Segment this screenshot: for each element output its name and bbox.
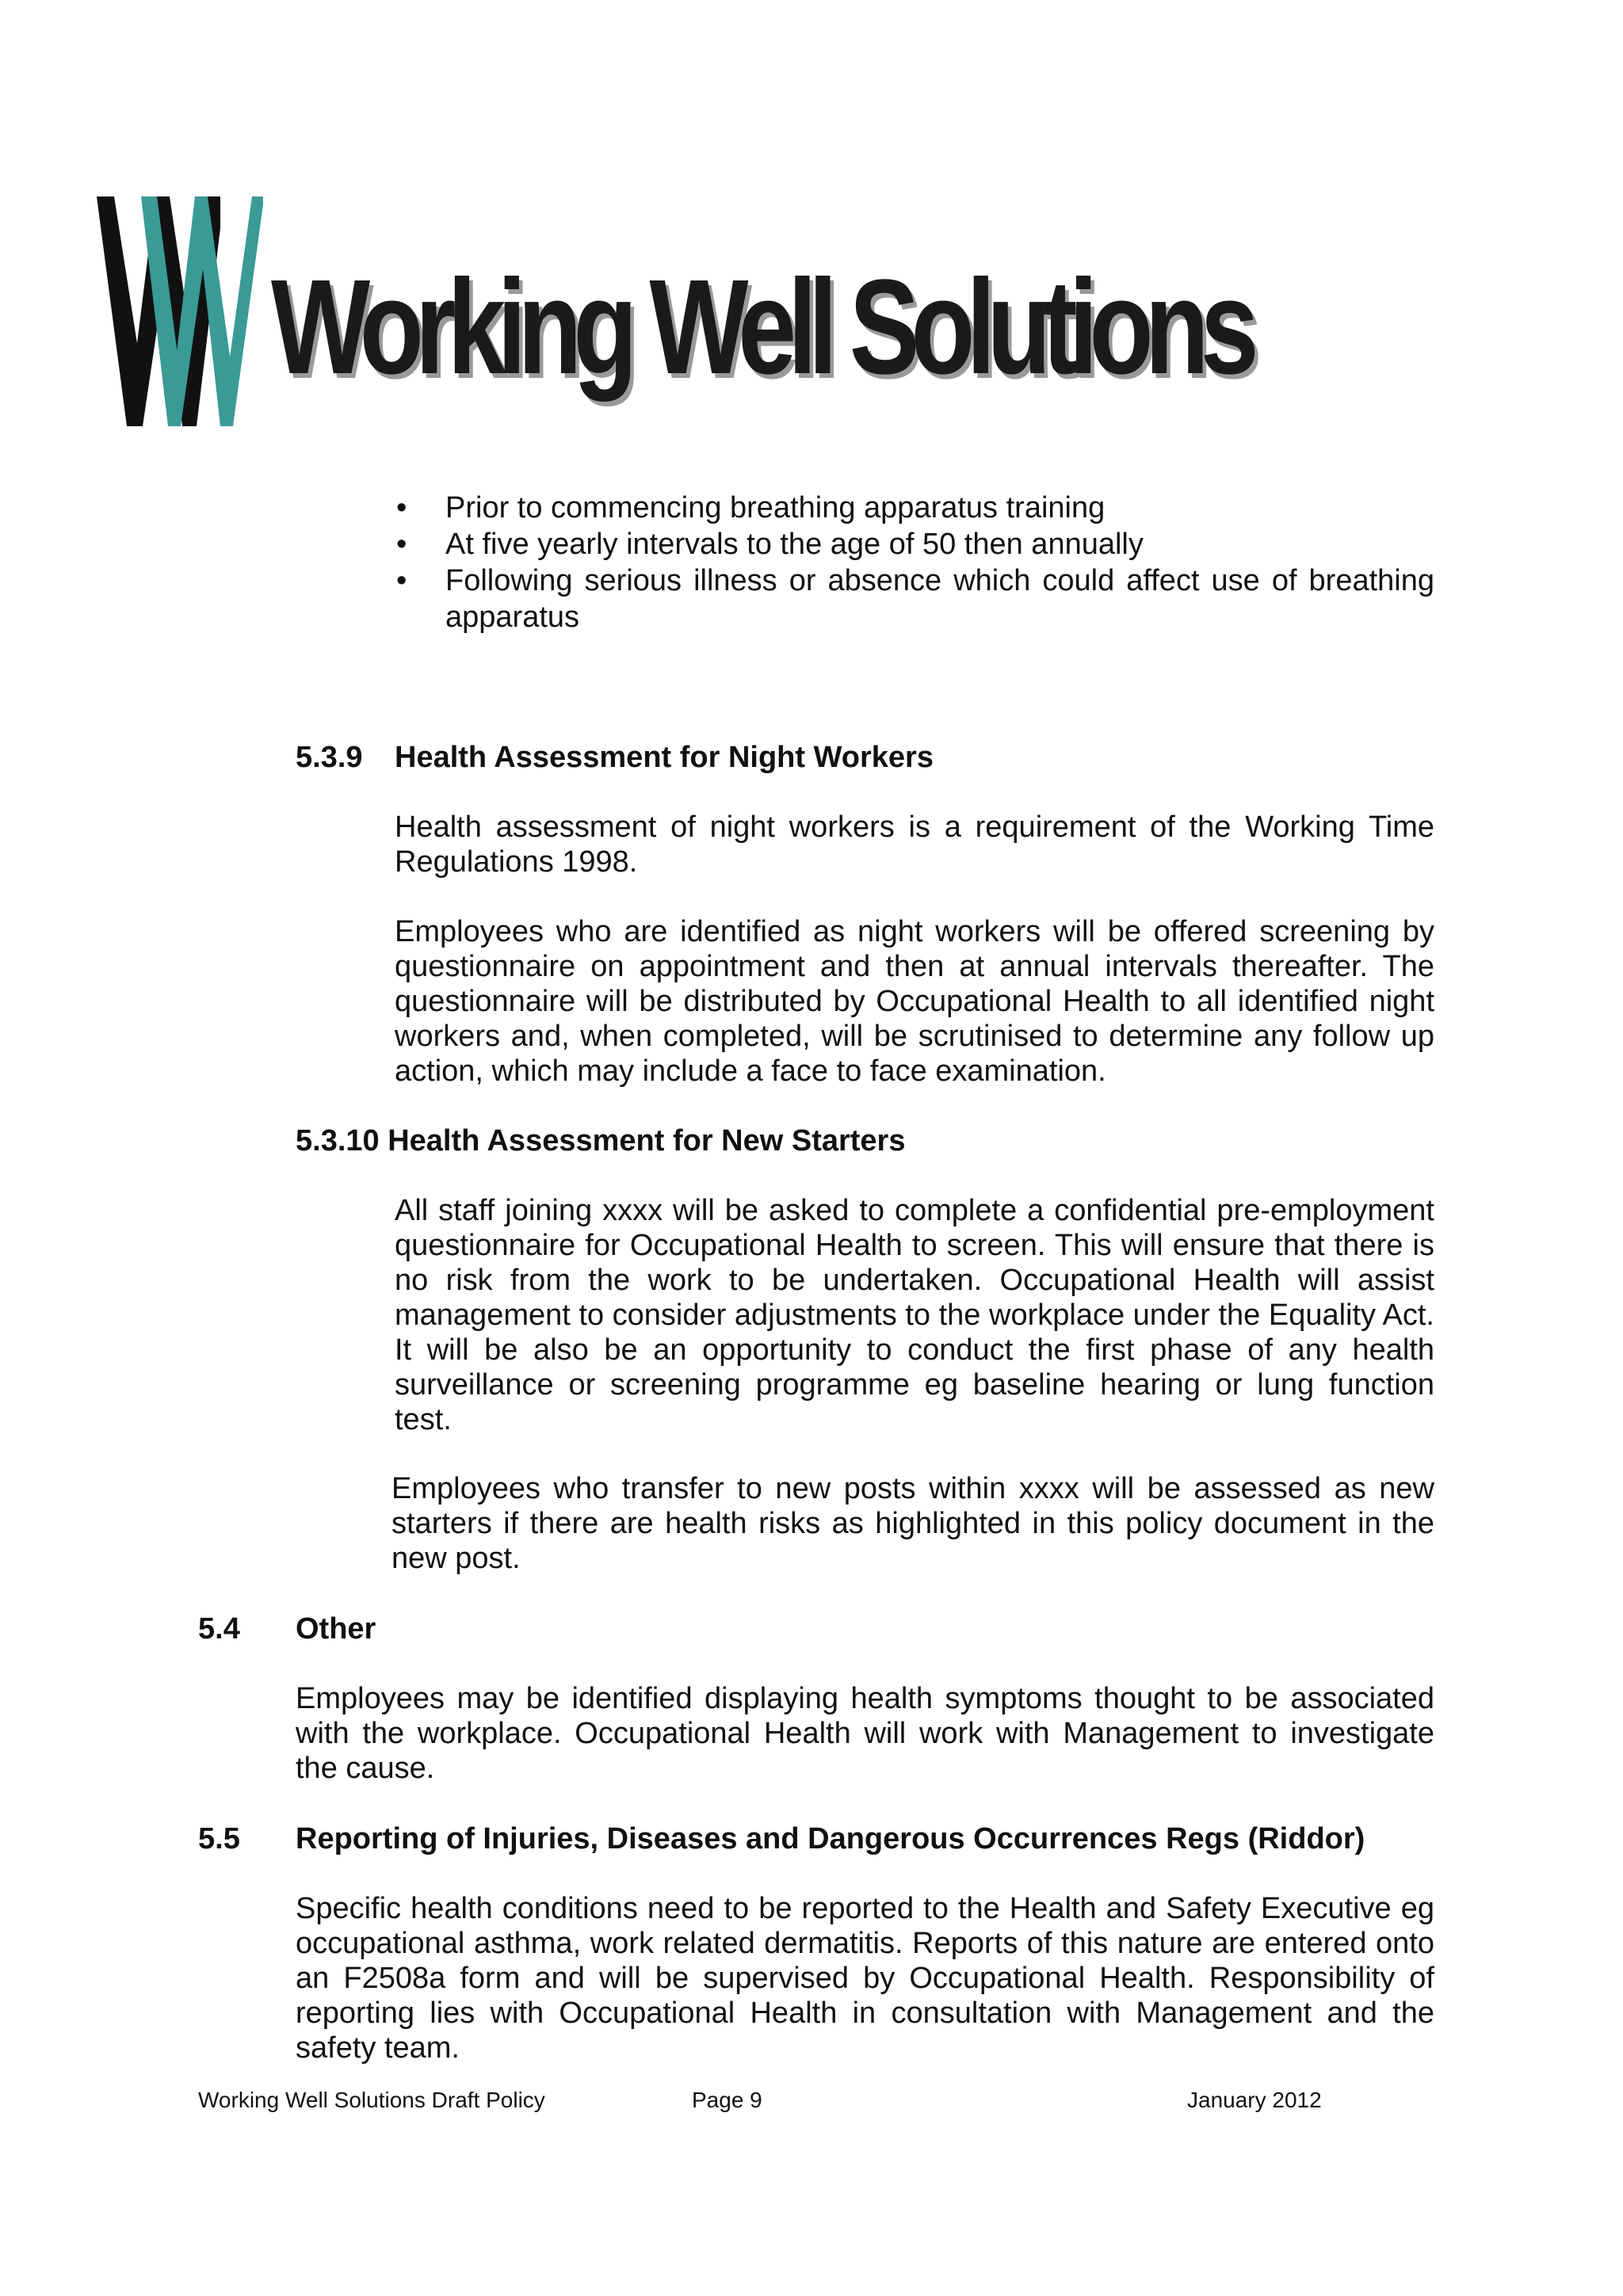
list-item: • Prior to commencing breathing apparatus training	[396, 491, 1106, 524]
bullet-icon: •	[396, 564, 407, 597]
logo-wordmark: Working Well Solutions	[271, 252, 1251, 402]
section-title: Other	[296, 1612, 376, 1646]
footer-date: January 2012	[1187, 2088, 1322, 2112]
section-number: 5.3.9	[296, 741, 363, 774]
bullet-list	[393, 490, 1434, 635]
paragraph: Specific health conditions need to be reported to the Health and Safety Executive eg occupational asthma, work related dermatitis. Reports of this nature are entered onto an F2508a form and will be supervised by Occupational Health. Responsibility of reporting lies with Occupational Health in consultation with Management and the safety team.	[296, 1892, 1434, 2065]
company-logo	[97, 196, 1251, 434]
paragraph: Employees who transfer to new posts within xxxx will be assessed as new starters if there are health risks as highlighted in this policy document in the new post.	[391, 1472, 1434, 1575]
bullet-icon: •	[396, 528, 407, 561]
section-title: Reporting of Injuries, Diseases and Dangerous Occurrences Regs (Riddor)	[296, 1822, 1365, 1855]
paragraph: Health assessment of night workers is a requirement of the Working Time Regulations 1998.	[395, 810, 1434, 879]
list-item: • At five yearly intervals to the age of 50 then annually	[396, 528, 1144, 561]
paragraph: All staff joining xxxx will be asked to complete a confidential pre-employment questionnaire for Occupational Health to screen. This will ensure that there is no risk from the work to be undertaken. Occupational Health will assist management to consider adjustments to the workplace under the Equality Act. It will be also be an opportunity to conduct the first phase of any health surveillance or screening programme eg baseline hearing or lung function test.	[395, 1194, 1434, 1436]
footer-left: Working Well Solutions Draft Policy	[198, 2088, 545, 2112]
bullet-icon: •	[396, 491, 407, 524]
paragraph: Employees may be identified displaying health symptoms thought to be associated with the workplace. Occupational Health will work with Management to investigate the cause.	[296, 1682, 1434, 1785]
section-number: 5.4	[198, 1612, 240, 1646]
paragraph: Employees who are identified as night workers will be offered screening by questionnaire on appointment and then at annual intervals thereafter. The questionnaire will be distributed by Occupational Health to all identified night workers and, when completed, will be scrutinised to determine any follow up action, which may include a face to face examination.	[395, 915, 1434, 1088]
ww-logo-mark-icon	[97, 196, 271, 426]
section-title: 5.3.10 Health Assessment for New Starters	[296, 1124, 906, 1158]
section-title: Health Assessment for Night Workers	[395, 741, 934, 774]
footer-page-number: Page 9	[692, 2088, 762, 2112]
list-item: • Following serious illness or absence which could affect use of breathing apparatus	[396, 564, 1434, 634]
section-number: 5.5	[198, 1822, 240, 1855]
